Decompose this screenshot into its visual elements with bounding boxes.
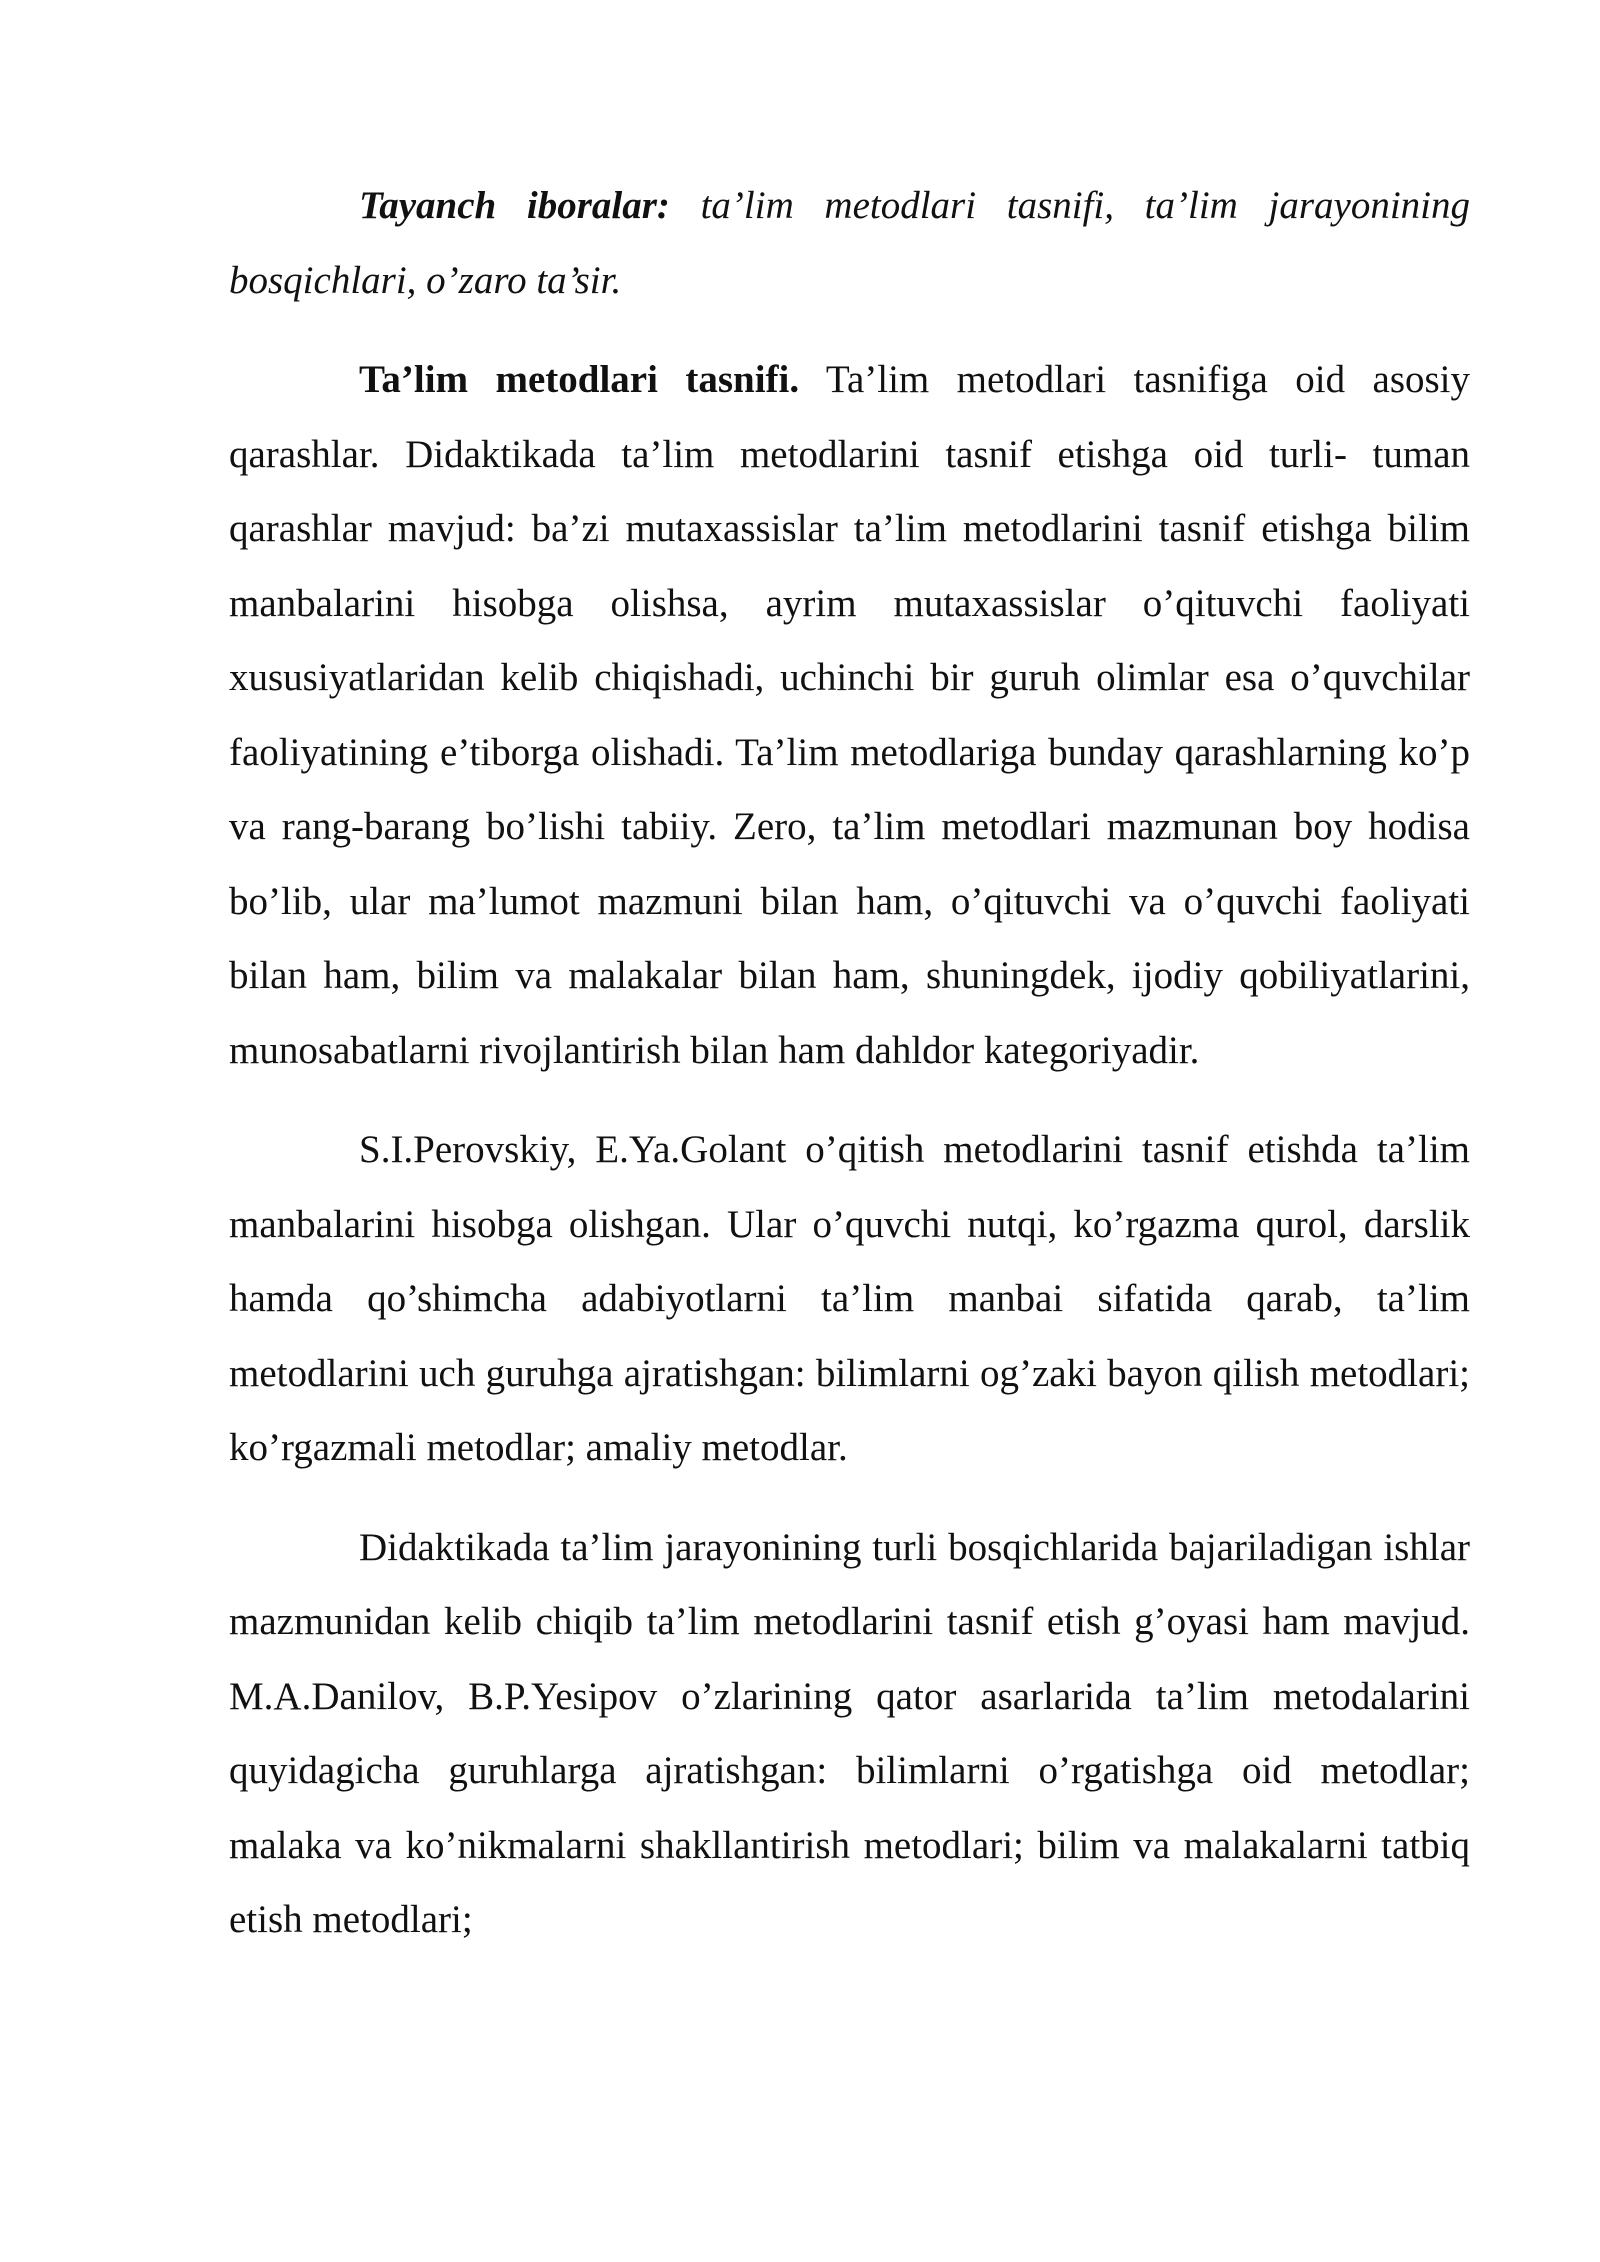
keywords-paragraph: [229, 169, 1470, 318]
keywords-label: Tayanch iboralar:: [359, 184, 670, 227]
section-paragraph-2: S.I.Perovskiy, E.Ya.Golant o’qitish metodlarini tasnif etishda ta’lim manbalarini hisobga olishgan. Ular o’quvchi nutqi, ko’rgazma qurol, darslik hamda qo’shimcha adabiyotlarni ta’lim manbai sifatida qarab, ta’lim metodlarini uch guruhga ajratishgan: bilimlarni og’zaki bayon qilish metodlari; ko’rgazmali metodlar; amaliy metodlar.: [229, 1128, 1470, 1469]
section-heading: Ta’lim metodlari tasnifi.: [359, 358, 800, 401]
keywords-text: ta’lim metodlari tasnifi, ta’lim jarayonining bosqichlari, o’zaro ta’sir.: [229, 184, 1470, 302]
section-paragraph-1: [229, 343, 1470, 1088]
section-paragraph-3: Didaktikada ta’lim jarayonining turli bosqichlarida bajariladigan ishlar mazmunidan kelib chiqib ta’lim metodlarini tasnif etish g’oyasi ham mavjud. M.A.Danilov, B.P.Yesipov o’zlarining qator asarlarida ta’lim metodalarini quyidagicha guruhlarga ajratishgan: bilimlarni o’rgatishga oid metodlar; malaka va ko’nikmalarni shakllantirish metodlari; bilim va malakalarni tatbiq etish metodlari;: [229, 1525, 1470, 1941]
paragraph-1-text: Ta’lim metodlari tasnifiga oid asosiy qarashlar. Didaktikada ta’lim metodlarini tasnif etishga oid turli- tuman qarashlar mavjud: ba’zi mutaxassislar ta’lim metodlarini tasnif etishga bilim manbalarini hisobga olishsa, ayrim mutaxassislar o’qituvchi faoliyati xususiyatlaridan kelib chiqishadi, uchinchi bir guruh olimlar esa o’quvchilar faoliyatining e’tiborga olishadi. Ta’lim metodlariga bunday qarashlarning ko’p va rang-barang bo’lishi tabiiy. Zero, ta’lim metodlari mazmunan boy hodisa bo’lib, ular ma’lumot mazmuni bilan ham, o’qituvchi va o’quvchi faoliyati bilan ham, bilim va malakalar bilan ham, shuningdek, ijodiy qobiliyatlarini, munosabatlarni rivojlantirish bilan ham dahldor kategoriyadir.: [229, 358, 1471, 1072]
